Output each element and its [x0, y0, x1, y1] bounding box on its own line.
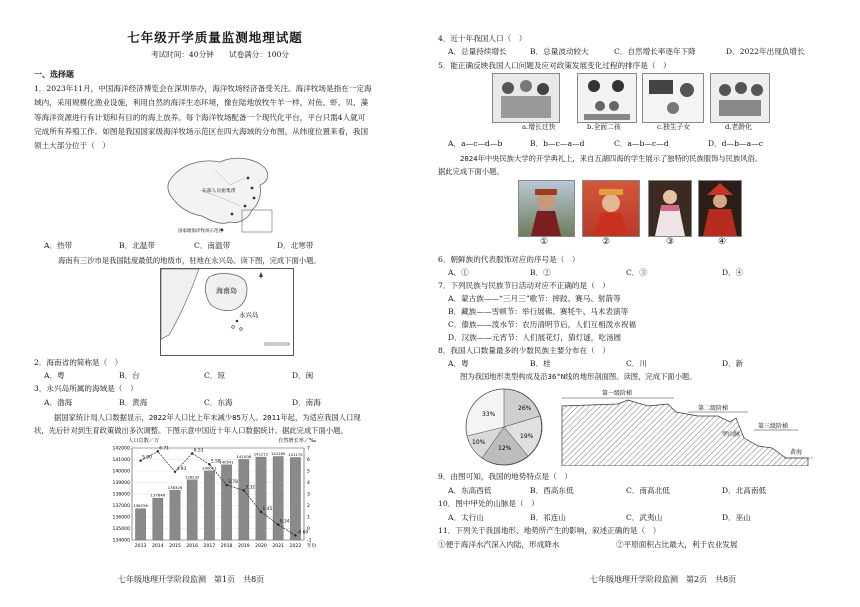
step1-label: 第一级阶梯	[602, 390, 633, 397]
q5-options	[448, 139, 848, 149]
population-chart	[108, 436, 330, 554]
q8-option-b[interactable]: B．桂	[530, 359, 551, 368]
q1-line: 等海洋资源进行有计划和有目的的海上放养。每个海洋牧场配备一个现代化平台，平台只需4人就可	[34, 112, 366, 122]
x-tick-label: 2022	[289, 544, 302, 549]
page-1-footer: 七年级地理开学阶段监测 第1页 共8页	[118, 575, 265, 584]
q11-statement-2[interactable]: ②平原面积占比最大，利于农业发展	[616, 540, 738, 549]
growth-rate-label: 0.34	[279, 519, 290, 525]
q1-option-a[interactable]: A．热带	[44, 241, 73, 250]
growth-rate-label: 5.90	[142, 455, 152, 461]
q4-option-a[interactable]: A．总量持续增长	[448, 47, 507, 56]
yongxing-dot	[236, 320, 239, 323]
y-tick-label: 138000	[112, 492, 130, 498]
cartoon-a-drawing	[493, 74, 559, 122]
q3-options	[44, 398, 384, 408]
q5-captions	[522, 123, 802, 132]
islet-dot	[232, 326, 235, 329]
population-bar-label: 141175	[288, 451, 303, 457]
pie-label: 26%	[518, 405, 532, 412]
q11-options	[438, 540, 848, 550]
growth-rate-label: 4.93	[176, 466, 187, 472]
cartoon-d-drawing	[711, 74, 769, 122]
step3-label: 第三级阶梯	[758, 423, 789, 430]
q9-option-b[interactable]: B．西高东低	[530, 486, 574, 495]
q8-stem: 8．我国人口数量最多的少数民族主要分布在（ ）	[438, 346, 610, 355]
growth-rate-label: 6.53	[193, 448, 204, 454]
q2-option-c[interactable]: C．琼	[204, 371, 225, 380]
terrain-type-pie	[454, 386, 554, 468]
population-bar-label: 139232	[184, 474, 200, 480]
q4-option-d[interactable]: D．2022年出现负增长	[726, 47, 805, 56]
q3-option-d[interactable]: D．南海	[292, 398, 321, 407]
cartoon-b-drawing	[578, 74, 636, 122]
q5-option-d[interactable]: D．d—b—a—c	[708, 139, 763, 148]
pie-label: 10%	[472, 439, 486, 446]
q1-line: 完成所有养殖工作。如图是我国国家级海洋牧场示范区在四大海域的分布图。从纬度位置来看，我国	[34, 126, 369, 136]
population-bar	[204, 471, 214, 540]
ethnic-photo-1-drawing	[519, 181, 574, 236]
q4-option-b[interactable]: B．总量波动较大	[530, 47, 589, 56]
profile-terrain	[562, 400, 808, 466]
q7-stem: 7．下列民族与民族节日活动对应不正确的是（ ）	[438, 281, 610, 290]
q9-option-a[interactable]: A．东高西低	[448, 486, 492, 495]
q7-option-d[interactable]: D．汉族——元宵节：人们展花灯，猜灯谜，吃汤圆	[448, 333, 622, 342]
chart-y2-axis-label: 自然增长率／‰	[278, 438, 317, 444]
cartoon-c	[642, 73, 704, 123]
q6-option-b[interactable]: B．②	[530, 268, 551, 277]
q1-option-b[interactable]: B．北温带	[119, 241, 155, 250]
q2-options	[44, 371, 384, 381]
q5-option-a[interactable]: A．a—c—d—b	[448, 139, 503, 148]
growth-rate-label: 1.45	[262, 506, 273, 512]
x-tick-label: 2018	[220, 544, 233, 549]
q2-option-a[interactable]: A．粤	[44, 371, 65, 380]
x-tick-label: 2020	[255, 544, 267, 549]
jia-mountain-label: 甲山脉	[722, 431, 741, 438]
ethnic-photo-4-drawing	[699, 181, 741, 236]
q8-option-d[interactable]: D．新	[722, 359, 744, 368]
q1-options	[44, 241, 364, 251]
q7-option-c[interactable]: C．傣族——泼水节：农历清明节后，人们互相泼水祝福	[448, 320, 637, 329]
q1-line: 1．2023年11月，中国海洋经济博览会在深圳举办，海洋牧场经济备受关注。海洋牧场是指在一定海	[34, 84, 372, 93]
q6-stem: 6．朝鲜族的代表服饰对应的序号是（ ）	[438, 255, 580, 264]
y-tick-label: 141000	[112, 458, 130, 464]
y2-tick-label: 5	[307, 469, 310, 475]
caption-c: c.独生子女	[657, 123, 691, 131]
population-bar-label: 136726	[133, 503, 148, 509]
photo-marker-3: ③	[666, 237, 675, 247]
q9-options	[448, 486, 848, 496]
population-bar	[239, 459, 249, 540]
q10-option-d[interactable]: D．巫山	[722, 513, 751, 522]
yongxing-label: 永兴岛	[239, 311, 259, 319]
population-bar	[170, 490, 180, 540]
y2-tick-label: 1	[307, 515, 310, 521]
q7-option-b[interactable]: B．藏族——雪顿节：举行展佛、赛牦牛、马术表演等	[448, 307, 629, 316]
population-bar-label: 141212	[253, 451, 269, 457]
q6-option-d[interactable]: D．④	[722, 268, 744, 277]
cartoon-c-drawing	[643, 74, 703, 122]
cartoon-d	[710, 73, 770, 123]
q6-option-a[interactable]: A．①	[448, 268, 469, 277]
china-marine-ranch-map	[160, 150, 278, 236]
photo-marker-2: ②	[602, 237, 611, 247]
ethnic-photo-3-drawing	[649, 181, 691, 236]
population-bar-label: 137646	[150, 492, 166, 498]
ethnic-intro	[438, 152, 838, 178]
pie-label: 12%	[498, 445, 512, 452]
x-tick-label: 2014	[151, 544, 164, 549]
section-heading: 一、选择题	[34, 69, 74, 79]
population-bar	[273, 457, 283, 540]
q3-stem: 3．永兴岛所属的海域是（ ）	[34, 384, 138, 393]
q6-option-c[interactable]: C．③	[626, 268, 647, 277]
ranch-dot	[253, 197, 256, 200]
q10-option-c[interactable]: C．武夷山	[626, 513, 663, 522]
exam-subtitle: 考试时间：40分钟 试卷满分：100分	[150, 50, 290, 59]
y-tick-label: 137000	[112, 504, 130, 510]
y-tick-label: 139000	[112, 481, 130, 487]
q5-option-c[interactable]: C．a—b—c—d	[614, 139, 669, 148]
q4-option-c[interactable]: C．自然增长率逐年下降	[614, 47, 696, 56]
ranch-dot	[251, 187, 254, 190]
y2-tick-label: 0	[307, 527, 310, 533]
sansha-intro: 海南有三沙市是我国陆度最低的地级市，驻地在永兴岛。读下图，完成下面小题。	[58, 256, 321, 265]
population-intro	[34, 411, 414, 437]
page-2-footer: 七年级地理开学阶段监测 第2页 共8页	[590, 575, 737, 584]
caption-a: a.增长过快	[522, 123, 556, 131]
x-tick-label: 2019	[237, 544, 250, 549]
population-intro-line: 状，先后针对到生育政策做出多次调整。下图示意中国近十年人口数据统计。据此完成下面小题。	[34, 426, 348, 435]
q6-options	[448, 268, 848, 278]
q8-options	[448, 359, 848, 369]
q4-options	[448, 47, 848, 57]
q10-option-b[interactable]: B．祁连山	[530, 513, 566, 522]
hainan-island-label: 海南岛	[216, 287, 237, 295]
q3-option-a[interactable]: A．渤海	[44, 398, 73, 407]
y2-tick-label: 3	[307, 492, 310, 498]
ethnic-intro-line: 2024年中央民族大学的开学典礼上，来自五湖四海的学生展示了独特的民族服饰与民族风俗。	[460, 154, 763, 163]
scale-bar	[265, 343, 289, 345]
north-arrow-head-icon	[259, 272, 263, 277]
cartoon-b	[577, 73, 637, 123]
q10-options	[448, 513, 848, 523]
population-bar-label: 140011	[202, 465, 217, 471]
caption-d: d.老龄化	[725, 123, 752, 131]
population-bar-label: 141260	[270, 451, 286, 457]
y-tick-label: 140000	[112, 469, 130, 475]
q3-option-b[interactable]: B．黄海	[119, 398, 148, 407]
chart-plot-area	[112, 445, 316, 549]
map-region-label: 东部人员密集带	[202, 189, 236, 194]
population-bar-label: 140541	[219, 459, 234, 465]
y-tick-label: 136000	[112, 515, 130, 521]
x-tick-label: 2021	[272, 544, 285, 549]
photo-marker-4: ④	[718, 237, 727, 247]
q11-stem: 11．下列关于我国地形、地势所产生的影响，叙述正确的是（ ）	[438, 526, 661, 535]
q1-line: 领土大部分位于（ ）	[34, 141, 110, 151]
q2-option-b[interactable]: B．台	[119, 371, 140, 380]
ethnic-photo-3	[648, 180, 692, 237]
q7-option-a[interactable]: A．蒙古族——“三月三”歌节：摔跤、赛马、射箭等	[448, 294, 621, 303]
y2-tick-label: 6	[307, 458, 310, 464]
cartoon-a	[492, 73, 560, 123]
y2-tick-label: -1	[307, 538, 312, 544]
q11-statement-1[interactable]: ①便于海洋水汽深入内陆，形成降水	[438, 540, 560, 549]
hainan-map	[160, 268, 294, 356]
y-tick-label: 142000	[112, 446, 130, 452]
y2-tick-label: 2	[307, 504, 310, 510]
population-bar	[187, 480, 197, 540]
y2-tick-label: 4	[307, 481, 310, 487]
photo-marker-1: ①	[540, 237, 549, 247]
pie-label: 19%	[520, 433, 534, 440]
q5-option-b[interactable]: B．b—c—a—d	[530, 139, 585, 148]
growth-rate-label: 3.32	[245, 485, 256, 491]
ethnic-photo-1	[518, 180, 575, 237]
x-tick-label: 2015	[169, 544, 181, 549]
growth-rate-label: 5.58	[210, 459, 221, 465]
y-tick-label: 135000	[112, 527, 130, 533]
x-axis-label: 年份	[307, 544, 317, 549]
q5-stem: 5．能正确反映我国人口问题及应对政策发展变化过程的排序是（ ）	[438, 61, 671, 70]
population-bar	[153, 498, 163, 540]
map-legend-label: 国家级海洋牧场示范区	[178, 229, 223, 234]
photo-markers	[540, 236, 760, 248]
q9-stem: 9．由图可知，我国的地势特点是（ ）	[438, 472, 572, 481]
q1-option-d[interactable]: D．北寒带	[277, 241, 314, 250]
pie-label: 33%	[482, 411, 496, 418]
ranch-dot	[247, 177, 250, 180]
ethnic-photo-2-drawing	[583, 181, 639, 236]
question-1-stem	[34, 82, 409, 153]
ranch-dot	[244, 205, 247, 208]
population-intro-line: 据国家统计局人口数据显示，2022年人口比上年末减少85万人。2011年起，为适应我国人口现	[54, 413, 361, 422]
terrain-intro: 图为我国地形类型构成及沿36°N线的地形剖面图。读图，完成下面小题。	[460, 372, 697, 381]
mainland-shape	[161, 269, 199, 339]
y-tick-label: 134000	[112, 538, 130, 544]
islet-dot	[240, 328, 243, 331]
q8-option-a[interactable]: A．粤	[448, 359, 469, 368]
ethnic-photo-2	[582, 180, 640, 237]
terrain-profile	[558, 386, 816, 466]
q8-option-c[interactable]: C．川	[626, 359, 647, 368]
q10-stem: 10．图中甲处的山脉是（ ）	[438, 499, 539, 508]
q2-stem: 2．海南省的简称是（ ）	[34, 358, 123, 367]
population-bar	[290, 457, 300, 540]
population-bar	[135, 509, 145, 540]
growth-rate-label: 3.78	[228, 480, 238, 486]
q9-option-d[interactable]: D．北高南低	[722, 486, 767, 495]
q3-option-c[interactable]: C．东海	[204, 398, 233, 407]
x-tick-label: 2013	[134, 544, 147, 549]
y2-tick-label: 7	[307, 446, 310, 452]
exam-title: 七年级开学质量监测地理试题	[127, 30, 303, 45]
step2-label: 第二级阶梯	[698, 405, 729, 412]
q10-option-a[interactable]: A．太行山	[448, 513, 484, 522]
population-bar-label: 141008	[236, 453, 252, 459]
q1-option-c[interactable]: C．南温带	[194, 241, 231, 250]
yellow-sea-label: 黄海	[790, 449, 803, 456]
population-bar-label: 138326	[167, 484, 183, 490]
q9-option-c[interactable]: C．南高北低	[626, 486, 670, 495]
x-tick-label: 2016	[186, 544, 199, 549]
ranch-dot	[231, 213, 234, 216]
caption-b: b.全面二孩	[587, 123, 621, 131]
page-2	[430, 0, 860, 607]
ethnic-intro-line: 据此完成下面小题。	[438, 167, 504, 176]
x-tick-label: 2017	[203, 544, 216, 549]
growth-rate-label: 6.71	[159, 446, 170, 452]
q2-option-d[interactable]: D．闽	[292, 371, 314, 380]
growth-rate-label: -0.60	[296, 530, 309, 536]
ethnic-photo-4	[698, 180, 742, 237]
q1-line: 域内，采用规模化渔业设施，利用自然的海洋生态环境，像在陆地放牧牛羊一样，对鱼、虾、贝、藻	[34, 98, 369, 108]
chart-y-axis-label: 人口总数／万	[128, 438, 160, 444]
population-bar	[221, 465, 231, 540]
hainan-map-drawing	[161, 269, 293, 355]
q4-stem: 4．近十年我国人口（ ）	[438, 34, 527, 43]
population-bar	[256, 457, 266, 540]
